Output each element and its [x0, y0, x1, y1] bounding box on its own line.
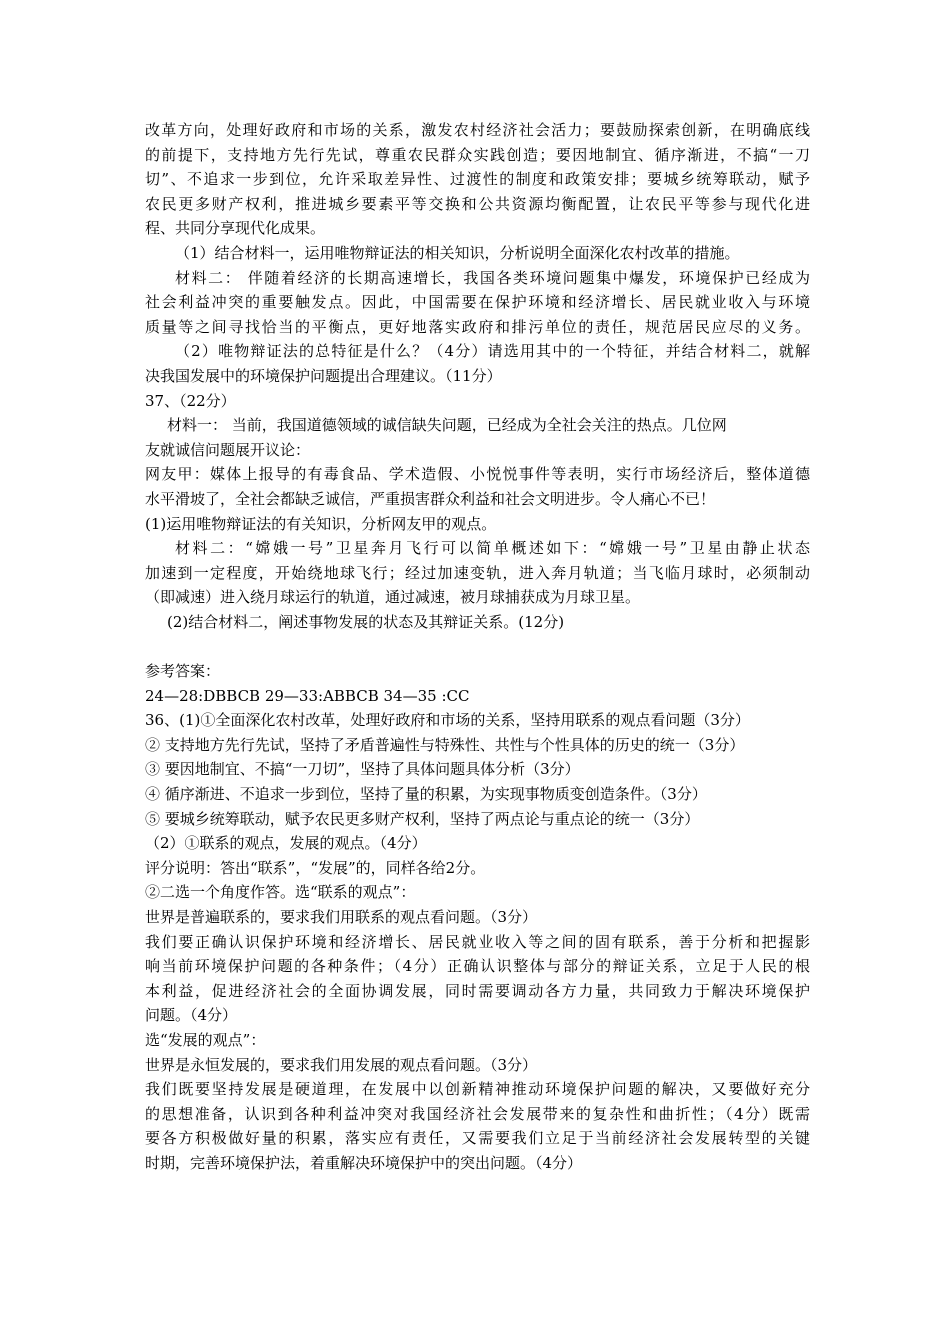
text-line: 农民更多财产权利，推进城乡要素平等交换和公共资源均衡配置，让农民平等参与现代化进 — [145, 194, 810, 213]
text-line: ⑤ 要城乡统筹联动，赋予农民更多财产权利，坚持了两点论与重点论的统一（3分） — [145, 809, 700, 828]
text-line: 响当前环境保护问题的各种条件；（4分）正确认识整体与部分的辩证关系，立足于人民的根 — [145, 957, 810, 976]
text-line: 友就诚信问题展开议论： — [145, 440, 311, 459]
text-line: 参考答案： — [145, 662, 221, 681]
text-line: 世界是普遍联系的，要求我们用联系的观点看问题。（3分） — [145, 908, 538, 926]
text-line: 评分说明：答出“联系”，“发展”的，同样各给2分。 — [145, 858, 486, 877]
text-line: 决我国发展中的环境保护问题提出合理建议。（11分） — [145, 366, 502, 385]
text-line: 切”、不追求一步到位，允许采取差异性、过渡性的制度和政策安排；要城乡统筹联动，赋予 — [145, 170, 810, 189]
text-line: 质量等之间寻找恰当的平衡点，更好地落实政府和排污单位的责任，规范居民应尽的义务。 — [145, 317, 810, 336]
text-line: (2)结合材料二，阐述事物发展的状态及其辩证关系。(12分) — [167, 612, 565, 631]
text-line: （2）①联系的观点，发展的观点。（4分） — [145, 834, 427, 853]
section-gap — [145, 634, 810, 659]
question-section — [145, 118, 810, 634]
text-line: 社会利益冲突的重要触发点。因此，中国需要在保护环境和经济增长、居民就业收入与环境 — [145, 293, 810, 312]
text-line: 世界是永恒发展的，要求我们用发展的观点看问题。（3分） — [145, 1055, 538, 1074]
text-line: 程、共同分享现代化成果。 — [145, 219, 326, 238]
text-line: 材料一： 当前，我国道德领域的诚信缺失问题，已经成为全社会关注的热点。几位网 — [167, 416, 727, 435]
text-line: 问题。（4分） — [145, 1006, 238, 1025]
text-line: 的思想准备，认识到各种利益冲突对我国经济社会发展带来的复杂性和曲折性；（4分）既需 — [145, 1104, 810, 1123]
text-line: 我们要正确认识保护环境和经济增长、居民就业收入等之间的固有联系，善于分析和把握影 — [145, 932, 810, 951]
text-line: ③ 要因地制宜、不搞“一刀切”，坚持了具体问题具体分析（3分） — [145, 760, 580, 779]
text-line: 36、(1)①全面深化农村改革，处理好政府和市场的关系，坚持用联系的观点看问题（3分） — [145, 711, 750, 730]
text-line: （1）结合材料一，运用唯物辩证法的相关知识，分析说明全面深化农村改革的措施。 — [175, 243, 740, 262]
text-line: 24—28:DBBCB 29—33:ABBCB 34—35 :CC — [145, 686, 470, 705]
text-line: 网友甲：媒体上报导的有毒食品、学术造假、小悦悦事件等表明，实行市场经济后，整体道德 — [145, 465, 810, 484]
document-page — [145, 118, 810, 1176]
answer-section — [145, 659, 810, 1175]
text-line: 时期，完善环境保护法，着重解决环境保护中的突出问题。（4分） — [145, 1153, 583, 1172]
text-line: 37、（22分） — [145, 391, 236, 410]
text-line: （2）唯物辩证法的总特征是什么？（4分）请选用其中的一个特征，并结合材料二，就解 — [175, 342, 810, 361]
text-line: 的前提下，支持地方先行先试，尊重农民群众实践创造；要因地制宜、循序渐进，不搞“一刀 — [145, 145, 810, 164]
text-line: 选“发展的观点”： — [145, 1030, 266, 1049]
text-line: 水平滑坡了，全社会都缺乏诚信，严重损害群众利益和社会文明进步。令人痛心不已！ — [145, 489, 716, 508]
text-line: 本利益，促进经济社会的全面协调发展，同时需要调动各方力量，共同致力于解决环境保护 — [145, 981, 810, 1000]
text-line: (1)运用唯物辩证法的有关知识，分析网友甲的观点。 — [145, 514, 497, 533]
text-line: 要各方积极做好量的积累，落实应有责任，又需要我们立足于当前经济社会发展转型的关键 — [145, 1129, 810, 1148]
text-line: （即减速）进入绕月球运行的轨道，通过减速，被月球捕获成为月球卫星。 — [145, 588, 641, 607]
text-line: 材料二： 伴随着经济的长期高速增长，我国各类环境问题集中爆发，环境保护已经成为 — [175, 268, 810, 287]
text-line: 改革方向，处理好政府和市场的关系，激发农村经济社会活力；要鼓励探索创新，在明确底线 — [145, 121, 810, 139]
text-line: 加速到一定程度，开始绕地球飞行；经过加速变轨，进入奔月轨道；当飞临月球时，必须制动 — [145, 563, 810, 582]
text-line: 材料二：“嫦娥一号”卫星奔月飞行可以简单概述如下：“嫦娥一号”卫星由静止状态 — [175, 539, 810, 558]
text-line: ④ 循序渐进、不追求一步到位，坚持了量的积累，为实现事物质变创造条件。（3分） — [145, 785, 707, 804]
text-line: ② 支持地方先行先试，坚持了矛盾普遍性与特殊性、共性与个性具体的历史的统一（3分） — [145, 735, 745, 754]
text-line: ②二选一个角度作答。选“联系的观点”： — [145, 883, 416, 902]
text-line: 我们既要坚持发展是硬道理，在发展中以创新精神推动环境保护问题的解决，又要做好充分 — [145, 1080, 810, 1099]
